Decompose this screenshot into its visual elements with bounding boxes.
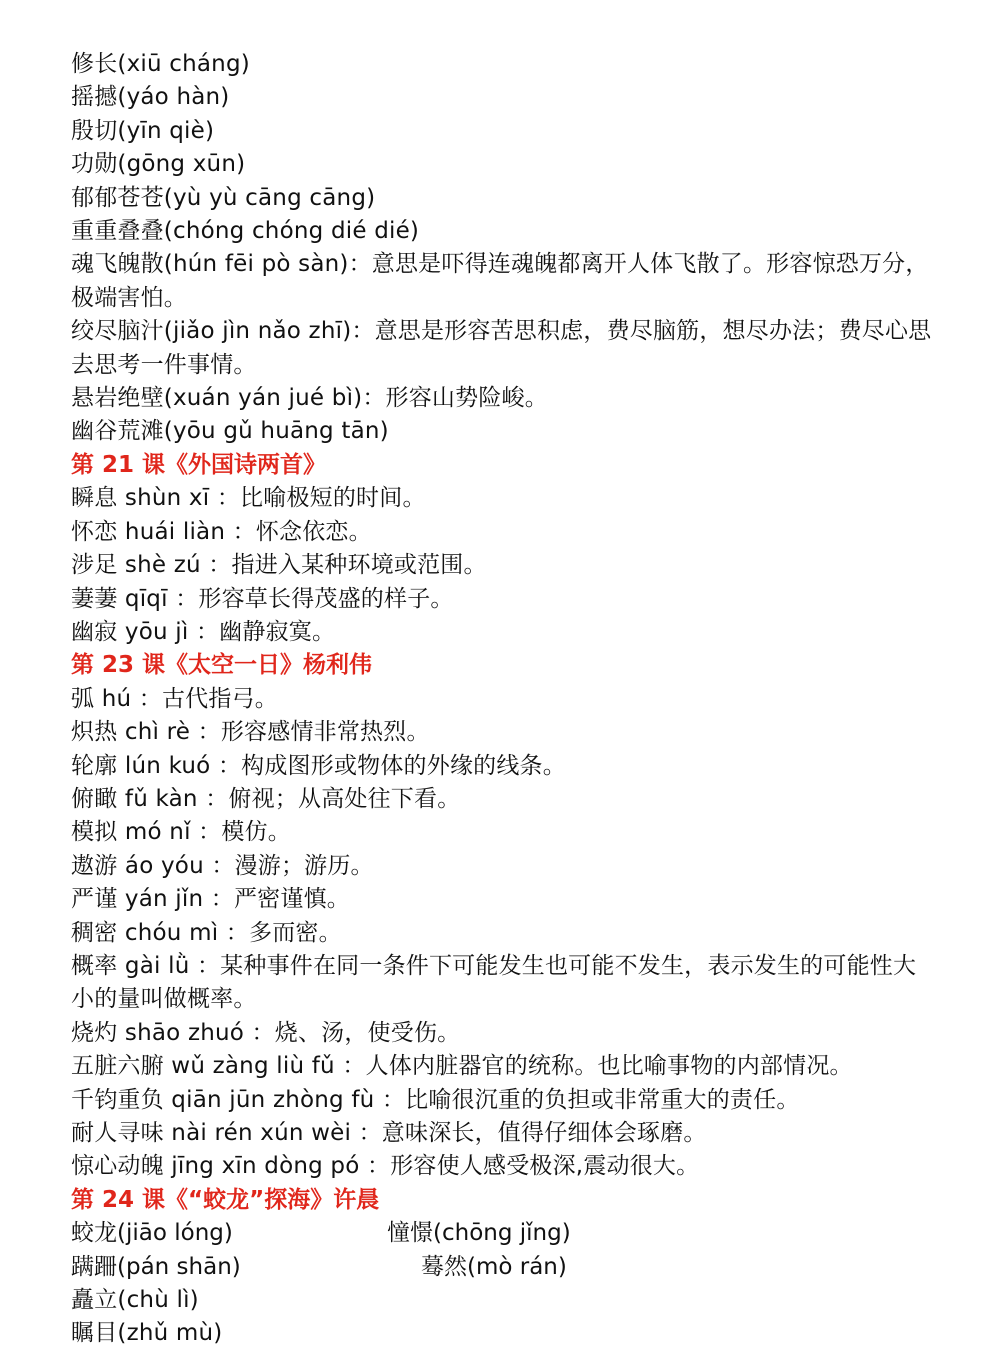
lesson-24-heading: 第 24 课《“蛟龙”探海》许晨 — [71, 1186, 380, 1213]
vocab-entry: 憧憬(chōng jǐng) — [387, 1220, 571, 1247]
vocab-line: 郁郁苍苍(yù yù cāng cāng) — [71, 184, 376, 211]
section-top — [71, 48, 932, 449]
vocab-line: 惊心动魄 jīng xīn dòng pó ：形容使人感受极深,震动很大。 — [71, 1153, 700, 1180]
vocab-line: 轮廓 lún kuó ：构成图形或物体的外缘的线条。 — [71, 752, 566, 779]
vocab-line: 矗立(chù lì) — [71, 1287, 199, 1313]
vocab-line: 修长(xiū cháng) — [71, 51, 250, 77]
vocab-line: 殷切(yīn qiè) — [71, 117, 215, 144]
vocab-line: 重重叠叠(chóng chóng dié dié) — [71, 218, 420, 245]
vocab-line: 魂飞魄散(hún fēi pò sàn)：意思是吓得连魂魄都离开人体飞散了。形容惊恐万分，极端害怕。 — [71, 251, 929, 311]
vocab-entry: 蓦然(mò rán) — [421, 1253, 567, 1280]
vocab-entry: 蛟龙(jiāo lóng) — [71, 1220, 233, 1247]
lesson-23-heading: 第 23 课《太空一日》杨利伟 — [71, 652, 373, 679]
vocab-pair-row — [71, 1217, 932, 1250]
vocab-line: 概率 gài lǜ ：某种事件在同一条件下可能发生也可能不发生，表示发生的可能性大小的量叫做概率。 — [71, 952, 917, 1013]
vocab-line: 幽寂 yōu jì ：幽静寂寞。 — [71, 618, 336, 645]
vocab-line: 摇撼(yáo hàn) — [71, 84, 230, 111]
vocab-line: 遨游 áo yóu ：漫游；游历。 — [71, 852, 374, 879]
vocab-line: 悬岩绝壁(xuán yán jué bì)：形容山势险峻。 — [71, 385, 548, 412]
vocab-line: 俯瞰 fǔ kàn ：俯视；从高处往下看。 — [71, 785, 461, 812]
vocab-pair-row — [71, 1251, 932, 1284]
vocab-line: 耐人寻味 nài rén xún wèi ：意味深长，值得仔细体会琢磨。 — [71, 1120, 707, 1146]
vocab-line: 涉足 shè zú ：指进入某种环境或范围。 — [71, 552, 487, 579]
vocab-line: 五脏六腑 wǔ zàng liù fǔ ：人体内脏器官的统称。也比喻事物的内部情况。 — [71, 1053, 853, 1080]
vocab-line: 瞬息 shùn xī ：比喻极短的时间。 — [71, 485, 426, 512]
lesson-24-list — [71, 1217, 932, 1351]
vocab-line: 幽谷荒滩(yōu gǔ huāng tān) — [71, 418, 389, 445]
lesson-23-list — [71, 683, 932, 1184]
vocab-entry: 蹒跚(pán shān) — [71, 1253, 241, 1280]
vocab-line: 瞩目(zhǔ mù) — [71, 1320, 223, 1347]
vocab-line: 模拟 mó nǐ ：模仿。 — [71, 819, 291, 846]
vocab-line: 炽热 chì rè ：形容感情非常热烈。 — [71, 719, 430, 746]
vocab-line: 弧 hú ：古代指弓。 — [71, 685, 278, 712]
vocab-line: 稠密 chóu mì ：多而密。 — [71, 919, 342, 946]
vocab-line: 千钧重负 qiān jūn zhòng fù ：比喻很沉重的负担或非常重大的责任。 — [71, 1086, 800, 1113]
vocab-line: 烧灼 shāo zhuó ：烧、汤，使受伤。 — [71, 1019, 461, 1046]
lesson-21-list — [71, 482, 932, 649]
lesson-21-heading: 第 21 课《外国诗两首》 — [71, 451, 327, 478]
vocab-line: 功勋(gōng xūn) — [71, 151, 246, 178]
vocab-line: 绞尽脑汁(jiǎo jìn nǎo zhī)：意思是形容苦思积虑，费尽脑筋，想尽办法；费尽心思去思考一件事情。 — [71, 318, 932, 378]
vocab-line: 萋萋 qīqī ：形容草长得茂盛的样子。 — [71, 585, 454, 612]
vocab-line: 怀恋 huái liàn ：怀念依恋。 — [71, 518, 372, 545]
vocabulary-document — [71, 48, 932, 1351]
vocab-line: 严谨 yán jǐn ：严密谨慎。 — [71, 886, 350, 913]
